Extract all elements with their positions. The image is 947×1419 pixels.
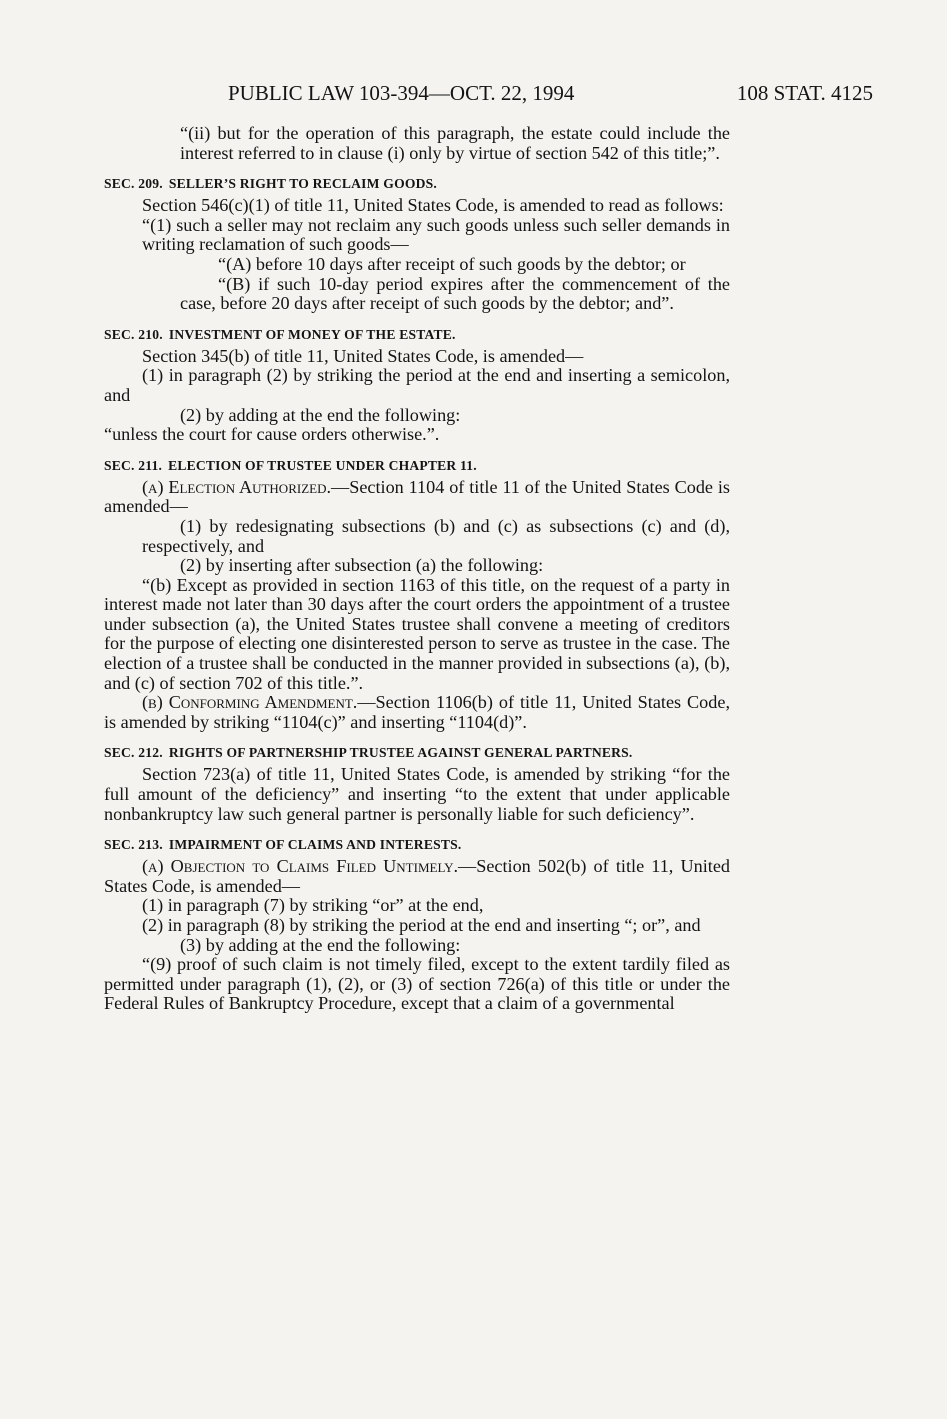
paragraph: Section 345(b) of title 11, United States Code, is amended— [142, 345, 584, 366]
section-heading-212 [104, 744, 730, 761]
paragraph: (2) by inserting after subsection (a) the following: [180, 555, 544, 576]
subsection-b [104, 693, 730, 732]
paragraph: “(A) before 10 days after receipt of such goods by the debtor; or [218, 253, 686, 274]
subsection-text: —Section 502(b) of title 11, United States Code, is amended— [104, 856, 730, 896]
subsection-label: (a) Election Authorized. [142, 476, 332, 497]
subsection-a [104, 478, 730, 517]
section-title: ELECTION OF TRUSTEE UNDER CHAPTER 11. [168, 457, 477, 473]
clause-ii-paragraph: “(ii) but for the operation of this paragraph, the estate could include the interest referred to in clause (i) only by virtue of section 542 of this title;”. [180, 123, 730, 163]
paragraph: “(9) proof of such claim is not timely filed, except to the extent tardily filed as permitted under paragraph (1), (2), or (3) of section 726(a) of this title or under the Federal Rules of Bankruptcy Procedure, except that a claim of a governmental [104, 954, 730, 1014]
paragraph: “unless the court for cause orders otherwise.”. [104, 424, 440, 445]
subsection-a [104, 857, 730, 896]
paragraph: (1) by redesignating subsections (b) and (c) as subsections (c) and (d), respectively, and [142, 515, 730, 556]
section-number: SEC. 212. [104, 745, 163, 761]
subsection-text: —Section 1104 of title 11 of the United States Code is amended— [104, 476, 730, 517]
paragraph: “(B) if such 10-day period expires after the commencement of the case, before 20 days after receipt of such goods by the debtor; and”. [180, 273, 730, 314]
paragraph: (2) by adding at the end the following: [180, 404, 461, 425]
document-body [104, 124, 730, 1014]
section-heading-209 [104, 175, 730, 192]
section-heading-211 [104, 457, 730, 474]
section-number: SEC. 210. [104, 326, 163, 342]
section-title: SELLER’S RIGHT TO RECLAIM GOODS. [168, 176, 437, 192]
paragraph: (2) in paragraph (8) by striking the period at the end and inserting “; or”, and [142, 915, 701, 935]
subsection-label: (a) Objection to Claims Filed Untimely. [142, 856, 459, 877]
paragraph: Section 546(c)(1) of title 11, United States Code, is amended to read as follows: [142, 195, 724, 216]
subsection-text: —Section 1106(b) of title 11, United States Code, is amended by striking “1104(c)” and inserting “1104(d)”. [104, 692, 730, 732]
section-number: SEC. 211. [104, 457, 163, 473]
section-title: RIGHTS OF PARTNERSHIP TRUSTEE AGAINST GENERAL PARTNERS. [168, 745, 633, 761]
section-title: IMPAIRMENT OF CLAIMS AND INTERESTS. [168, 837, 462, 853]
page-header-title: PUBLIC LAW 103-394—OCT. 22, 1994 [228, 81, 575, 105]
subsection-label: (b) Conforming Amendment. [142, 692, 358, 713]
section-heading-213 [104, 836, 730, 853]
paragraph: Section 723(a) of title 11, United States Code, is amended by striking “for the full amount of the deficiency” and inserting “to the extent that under applicable nonbankruptcy law such general partner is personally liable for such deficiency”. [104, 764, 730, 824]
paragraph: (1) in paragraph (2) by striking the period at the end and inserting a semicolon, and [104, 365, 730, 405]
section-heading-210 [104, 326, 730, 343]
section-number: SEC. 209. [104, 176, 163, 192]
paragraph: (1) in paragraph (7) by striking “or” at the end, [142, 895, 484, 916]
paragraph: “(b) Except as provided in section 1163 of this title, on the request of a party in interest made not later than 30 days after the court orders the appointment of a trustee under subsection (a), the United States trustee shall convene a meeting of creditors for the purpose of electing one disinterested person to serve as trustee in the case. The election of a trustee shall be conducted in the manner provided in subsections (a), (b), and (c) of section 702 of this title.”. [104, 574, 730, 693]
paragraph: “(1) such a seller may not reclaim any such goods unless such seller demands in writing reclamation of such goods— [142, 214, 730, 255]
page-header [228, 78, 873, 108]
page-header-stat: 108 STAT. 4125 [736, 81, 873, 105]
paragraph: (3) by adding at the end the following: [180, 934, 461, 955]
section-title: INVESTMENT OF MONEY OF THE ESTATE. [168, 326, 456, 342]
section-number: SEC. 213. [104, 837, 163, 853]
